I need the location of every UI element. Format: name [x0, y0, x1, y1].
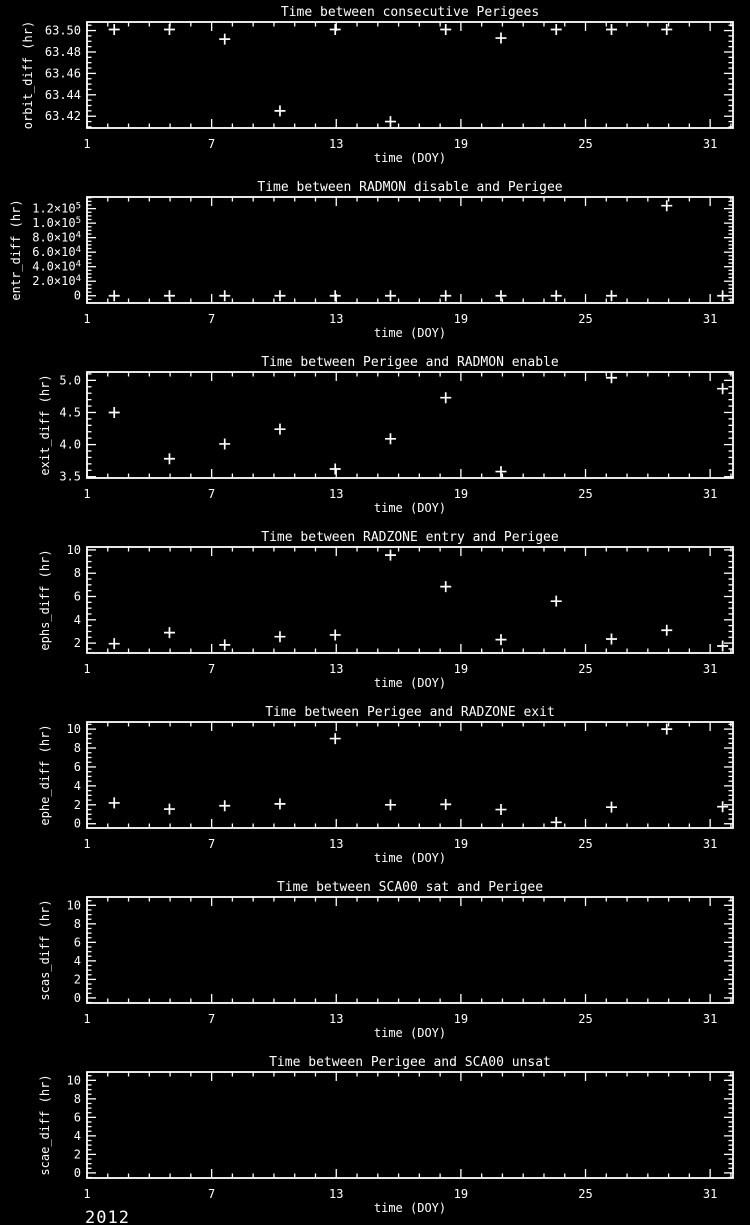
- plus-marker: [661, 24, 672, 35]
- y-tick-label: 6: [73, 589, 81, 604]
- plus-marker: [274, 798, 285, 809]
- x-tick-label: 31: [702, 137, 718, 151]
- plus-marker: [606, 24, 617, 35]
- y-axis-label: orbit_diff (hr): [21, 20, 35, 130]
- plus-marker: [109, 24, 120, 35]
- y-tick-label: 6: [73, 759, 81, 774]
- plus-marker: [551, 24, 562, 35]
- x-tick-label: 7: [208, 1012, 216, 1026]
- x-axis-label: time (DOY): [373, 326, 447, 340]
- y-tick-label: $1.0\times 10^5$: [32, 216, 81, 231]
- year-label: 2012: [85, 1208, 130, 1225]
- y-tick-label: 4.5: [59, 405, 81, 420]
- axis-ticks: [87, 897, 733, 1003]
- plus-marker: [274, 105, 285, 116]
- y-tick-label: 2: [73, 1147, 81, 1162]
- plus-marker: [274, 424, 285, 435]
- x-tick-label: 13: [329, 137, 344, 151]
- y-tick-label: 10: [66, 542, 81, 557]
- plus-marker: [164, 24, 175, 35]
- x-tick-label: 13: [329, 487, 344, 501]
- panel-title: Time between SCA00 sat and Perigee: [276, 880, 544, 895]
- panel-title: Time between Perigee and RADZONE exit: [265, 705, 555, 720]
- x-axis-label: time (DOY): [373, 851, 447, 865]
- plus-marker: [219, 639, 230, 650]
- x-tick-label: 19: [453, 137, 469, 151]
- plus-marker: [385, 799, 396, 810]
- y-tick-label: 6: [73, 935, 81, 950]
- x-tick-label: 19: [453, 837, 469, 851]
- data-points: [109, 724, 728, 828]
- data-points: [109, 550, 728, 652]
- y-tick-label: $2.0\times 10^4$: [32, 274, 81, 289]
- plus-marker: [330, 24, 341, 35]
- x-tick-label: 7: [208, 137, 216, 151]
- y-tick-label: 6: [73, 1110, 81, 1125]
- y-axis-label: scas_diff (hr): [38, 899, 52, 1001]
- panel-5: [0, 700, 750, 875]
- panel-title: Time between Perigee and SCA00 unsat: [269, 1055, 551, 1070]
- x-tick-label: 1: [83, 837, 91, 851]
- y-tick-label: 4: [73, 778, 81, 793]
- x-tick-label: 13: [329, 837, 344, 851]
- y-tick-label: 4: [73, 612, 81, 627]
- plus-marker: [219, 800, 230, 811]
- x-tick-label: 19: [453, 1012, 469, 1026]
- x-tick-label: 25: [578, 662, 593, 676]
- y-tick-label: 4.0: [59, 437, 81, 452]
- y-tick-label: 0: [73, 1165, 81, 1180]
- x-tick-label: 7: [208, 312, 216, 326]
- plus-marker: [109, 797, 120, 808]
- y-tick-label: 10: [66, 1073, 81, 1088]
- x-tick-label: 25: [578, 487, 593, 501]
- x-tick-label: 25: [578, 1012, 593, 1026]
- y-tick-label: 63.42: [44, 109, 81, 124]
- plus-marker: [551, 596, 562, 607]
- panel-4: [0, 525, 750, 700]
- plus-marker: [385, 116, 396, 127]
- x-tick-label: 1: [83, 312, 91, 326]
- y-tick-label: 63.48: [44, 44, 81, 59]
- y-tick-label: 8: [73, 1091, 81, 1106]
- y-tick-label: $4.0\times 10^4$: [32, 259, 81, 274]
- plus-marker: [495, 804, 506, 815]
- y-tick-label: $8.0\times 10^4$: [32, 230, 81, 245]
- x-tick-label: 31: [702, 837, 718, 851]
- y-tick-label: 8: [73, 916, 81, 931]
- x-tick-label: 31: [702, 662, 718, 676]
- plot-box: [87, 897, 733, 1003]
- plus-marker: [274, 631, 285, 642]
- plus-marker: [661, 200, 672, 211]
- plus-marker: [164, 290, 175, 301]
- plus-marker: [717, 801, 728, 812]
- y-tick-label: 8: [73, 741, 81, 756]
- plus-marker: [385, 550, 396, 561]
- plus-marker: [440, 24, 451, 35]
- axis-ticks: [87, 22, 733, 128]
- y-axis-label: entr_diff (hr): [9, 199, 23, 301]
- plus-marker: [717, 383, 728, 394]
- y-tick-label: 5.0: [59, 373, 81, 388]
- y-tick-label: 63.44: [44, 87, 81, 102]
- x-tick-label: 19: [453, 662, 469, 676]
- plus-marker: [440, 392, 451, 403]
- y-tick-label: 63.50: [44, 23, 81, 38]
- plot-box: [87, 722, 733, 828]
- x-tick-label: 1: [83, 1187, 91, 1201]
- x-tick-label: 1: [83, 487, 91, 501]
- x-tick-label: 25: [578, 837, 593, 851]
- plus-marker: [385, 433, 396, 444]
- plus-marker: [551, 290, 562, 301]
- plus-marker: [495, 33, 506, 44]
- x-axis-label: time (DOY): [373, 1026, 447, 1040]
- plus-marker: [606, 634, 617, 645]
- axis-ticks: [87, 547, 733, 653]
- plus-marker: [219, 290, 230, 301]
- plus-marker: [661, 724, 672, 735]
- x-tick-label: 13: [329, 1012, 344, 1026]
- y-tick-label: 2: [73, 797, 81, 812]
- plus-marker: [385, 290, 396, 301]
- x-tick-label: 1: [83, 662, 91, 676]
- panel-title: Time between consecutive Perigees: [280, 5, 540, 20]
- plus-marker: [717, 290, 728, 301]
- plus-marker: [109, 407, 120, 418]
- data-points: [109, 200, 728, 301]
- y-tick-label: $1.2\times 10^5$: [32, 201, 81, 216]
- y-axis-label: ephs_diff (hr): [38, 549, 52, 651]
- x-tick-label: 25: [578, 137, 593, 151]
- plus-marker: [274, 290, 285, 301]
- plus-marker: [109, 638, 120, 649]
- y-tick-label: $6.0\times 10^4$: [32, 245, 81, 260]
- plus-marker: [440, 799, 451, 810]
- y-tick-label: 8: [73, 566, 81, 581]
- panel-title: Time between RADMON disable and Perigee: [257, 180, 563, 195]
- panel-title: Time between Perigee and RADMON enable: [261, 355, 559, 370]
- y-axis-label: ephe_diff (hr): [38, 724, 52, 826]
- x-tick-label: 1: [83, 137, 91, 151]
- plus-marker: [717, 641, 728, 652]
- x-tick-label: 13: [329, 662, 344, 676]
- plus-marker: [164, 627, 175, 638]
- x-tick-label: 13: [329, 312, 344, 326]
- plus-marker: [661, 625, 672, 636]
- axis-ticks: [87, 197, 733, 303]
- plus-marker: [330, 464, 341, 475]
- y-tick-label: 0: [73, 816, 81, 831]
- plus-marker: [164, 453, 175, 464]
- panel-6: [0, 875, 750, 1050]
- y-tick-label: 0: [73, 990, 81, 1005]
- x-axis-label: time (DOY): [373, 151, 447, 165]
- x-tick-label: 7: [208, 662, 216, 676]
- y-tick-label: 10: [66, 898, 81, 913]
- x-tick-label: 13: [329, 1187, 344, 1201]
- x-tick-label: 7: [208, 487, 216, 501]
- x-tick-label: 7: [208, 1187, 216, 1201]
- x-axis-label: time (DOY): [373, 676, 447, 690]
- y-axis-label: scae_diff (hr): [38, 1074, 52, 1176]
- y-tick-label: 2: [73, 972, 81, 987]
- plot-box: [87, 197, 733, 303]
- x-tick-label: 19: [453, 1187, 469, 1201]
- x-tick-label: 25: [578, 1187, 593, 1201]
- y-tick-label: 4: [73, 1128, 81, 1143]
- plus-marker: [330, 629, 341, 640]
- panel-2: [0, 175, 750, 350]
- plus-marker: [164, 804, 175, 815]
- y-tick-label: 2: [73, 636, 81, 651]
- y-tick-label: 0: [73, 288, 81, 303]
- x-tick-label: 31: [702, 487, 718, 501]
- panel-title: Time between RADZONE entry and Perigee: [261, 530, 559, 545]
- x-axis-label: time (DOY): [373, 1201, 447, 1215]
- x-tick-label: 7: [208, 837, 216, 851]
- x-tick-label: 19: [453, 312, 469, 326]
- axis-ticks: [87, 372, 733, 478]
- plus-marker: [330, 290, 341, 301]
- y-tick-label: 10: [66, 722, 81, 737]
- plus-marker: [495, 466, 506, 477]
- plus-marker: [495, 634, 506, 645]
- plot-box: [87, 372, 733, 478]
- plus-marker: [219, 34, 230, 45]
- plus-marker: [219, 438, 230, 449]
- plot-box: [87, 1072, 733, 1178]
- axis-ticks: [87, 722, 733, 828]
- data-points: [109, 24, 673, 127]
- y-tick-label: 63.46: [44, 66, 81, 81]
- y-axis-label: exit_diff (hr): [38, 374, 52, 476]
- y-tick-label: 3.5: [59, 469, 81, 484]
- x-tick-label: 31: [702, 1187, 718, 1201]
- plus-marker: [440, 581, 451, 592]
- plus-marker: [551, 817, 562, 828]
- plus-marker: [495, 290, 506, 301]
- plus-marker: [606, 802, 617, 813]
- x-tick-label: 1: [83, 1012, 91, 1026]
- plus-marker: [440, 290, 451, 301]
- x-tick-label: 25: [578, 312, 593, 326]
- axis-ticks: [87, 1072, 733, 1178]
- plot-box: [87, 547, 733, 653]
- y-tick-label: 4: [73, 953, 81, 968]
- plot-box: [87, 22, 733, 128]
- panel-7: [0, 1050, 750, 1225]
- x-tick-label: 31: [702, 1012, 718, 1026]
- panel-3: [0, 350, 750, 525]
- x-tick-label: 31: [702, 312, 718, 326]
- plus-marker: [109, 290, 120, 301]
- x-tick-label: 19: [453, 487, 469, 501]
- data-points: [109, 372, 728, 477]
- plus-marker: [606, 372, 617, 383]
- x-axis-label: time (DOY): [373, 501, 447, 515]
- panel-1: [0, 0, 750, 175]
- plus-marker: [606, 290, 617, 301]
- plus-marker: [330, 733, 341, 744]
